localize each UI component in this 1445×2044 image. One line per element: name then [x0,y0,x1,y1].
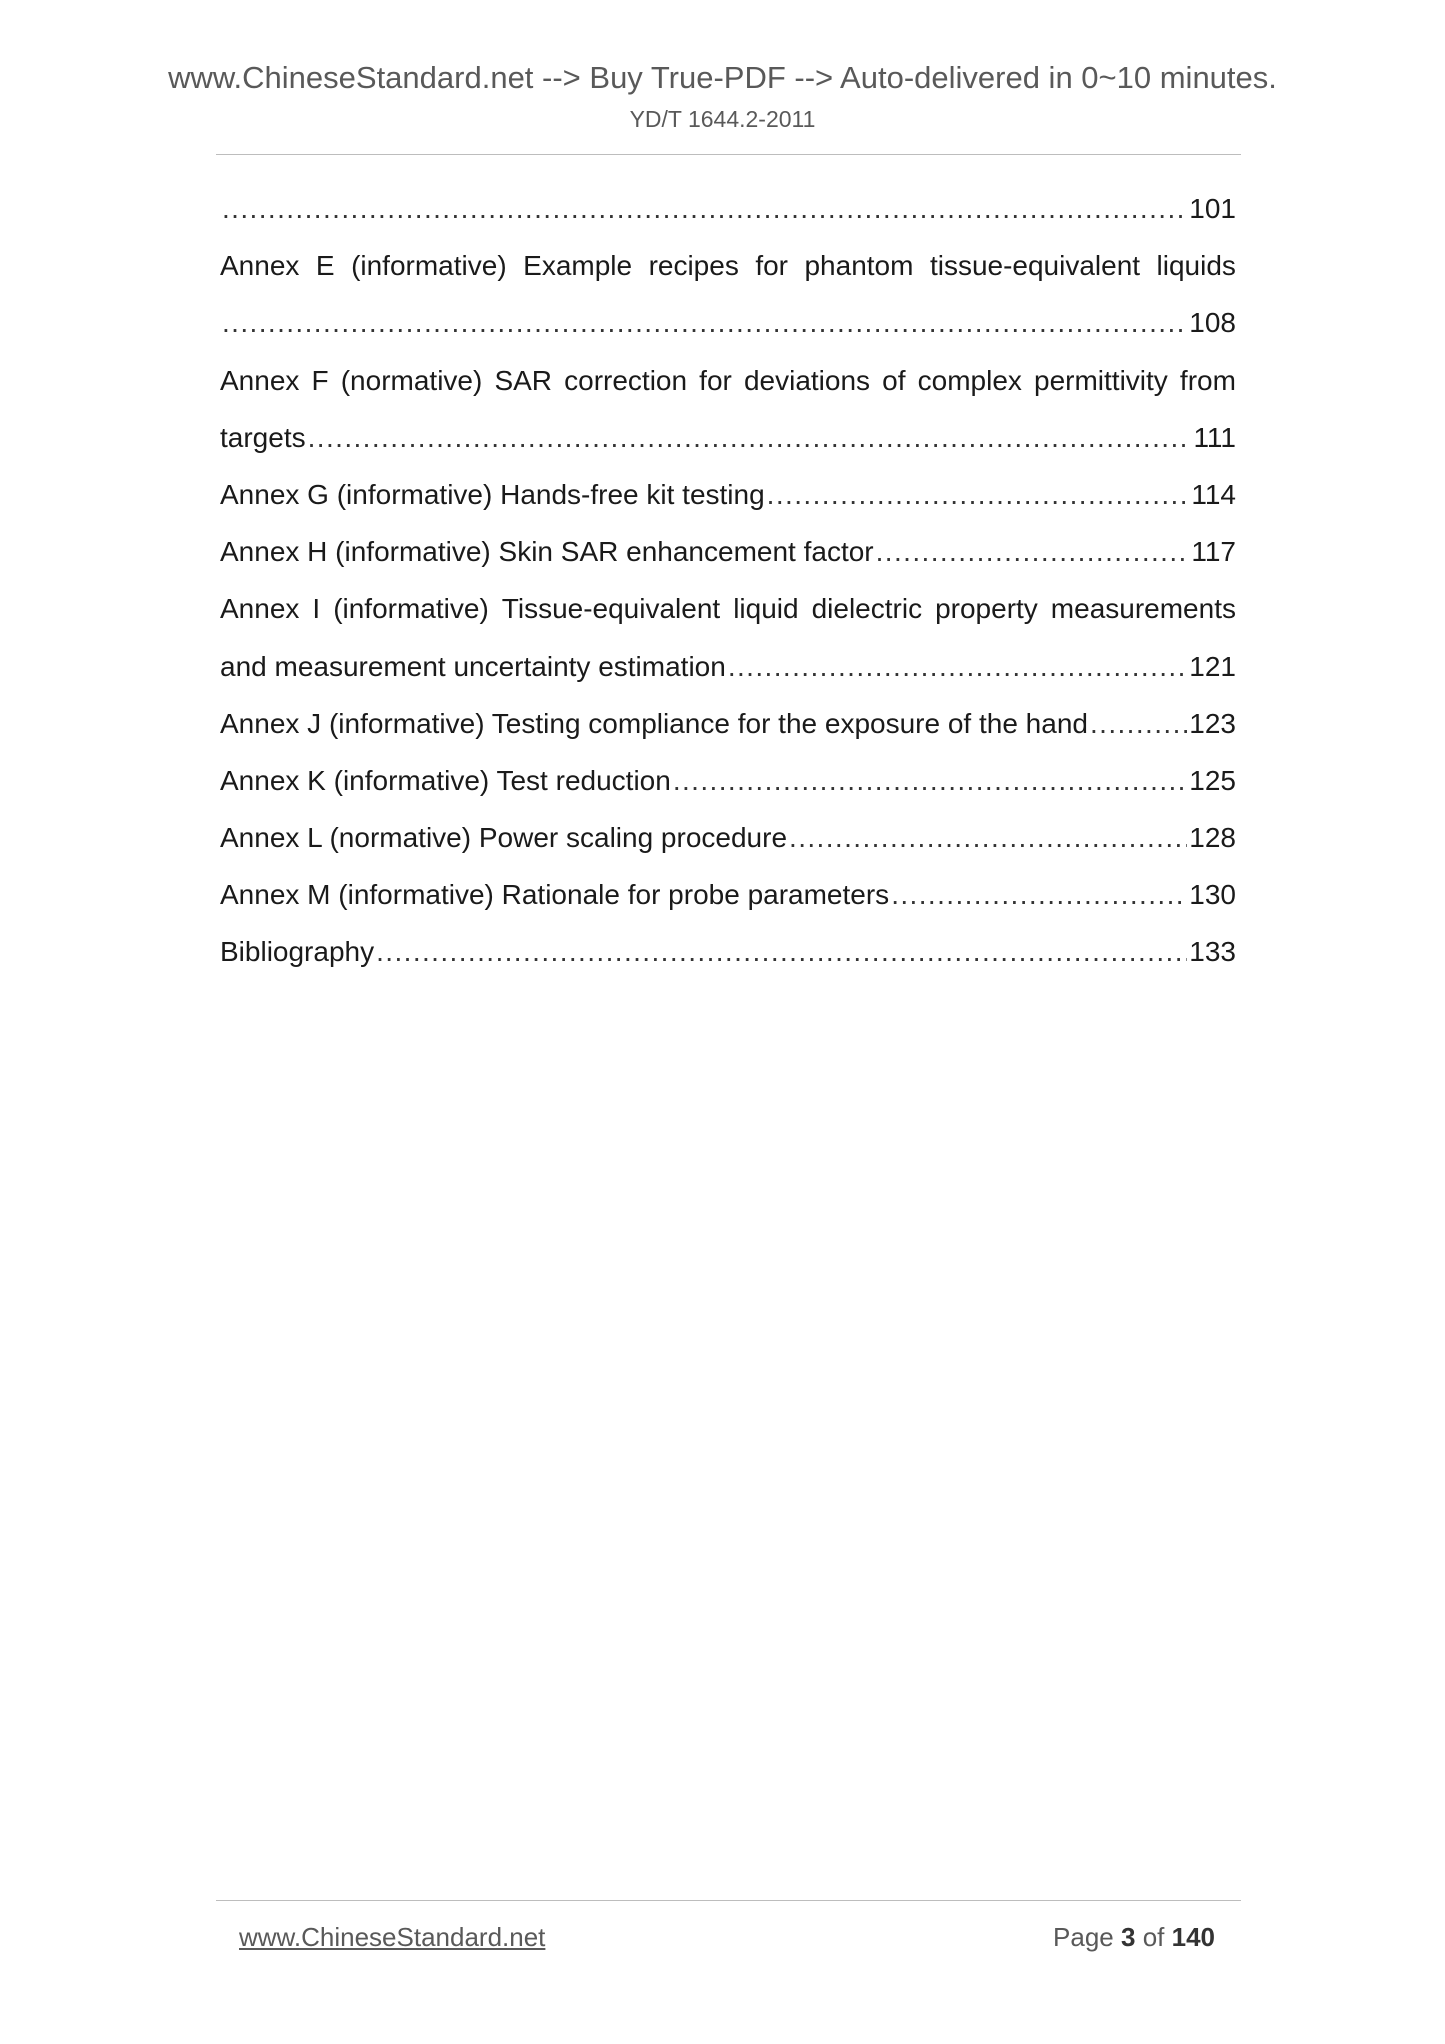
toc-word: SAR [494,364,553,396]
toc-page-number: 108 [1189,307,1236,339]
header-divider [216,154,1241,155]
dot-leader [789,809,1187,866]
toc-entry-annex-j[interactable] [220,695,1236,752]
toc-word: (informative) [351,250,507,282]
toc-word: Example [523,250,633,282]
toc-entry-annex-k[interactable] [220,752,1236,809]
toc-entry-title-cont: and measurement uncertainty estimation [220,650,726,682]
toc-entry-title: Annex K (informative) Test reduction [220,764,671,796]
dot-leader [376,923,1187,980]
toc-entry-title: Annex L (normative) Power scaling procedure [220,822,788,854]
page-of-label: of [1142,1922,1165,1952]
table-of-contents [220,180,1236,981]
toc-entry-annex-f[interactable] [220,352,1236,409]
dot-leader [891,866,1187,923]
toc-word: Annex [220,364,300,396]
toc-word: permittivity [1034,364,1168,396]
toc-entry-title: Bibliography [220,936,375,968]
toc-entry-annex-h[interactable] [220,523,1236,580]
toc-entry-annex-f-leader[interactable] [220,409,1236,466]
page-label: Page [1053,1922,1114,1952]
toc-entry-title: Annex M (informative) Rationale for probe parameters [220,879,890,911]
toc-word: (informative) [333,593,489,625]
dot-leader [222,180,1187,237]
footer-page-indicator [1053,1920,1215,1954]
toc-word: dielectric [811,593,923,625]
toc-entry-title: Annex H (informative) Skin SAR enhancement factor [220,536,874,568]
toc-page-number: 123 [1189,707,1236,739]
toc-word: targets [220,421,306,453]
toc-page-number: 121 [1189,650,1236,682]
dot-leader [728,638,1187,695]
toc-word: I [312,593,321,625]
toc-entry-annex-m[interactable] [220,866,1236,923]
toc-entry-annex-e-leader[interactable] [220,294,1236,351]
standard-code: YD/T 1644.2-2011 [629,106,816,132]
toc-entry-title: Annex G (informative) Hands-free kit testing [220,478,765,510]
toc-word: Tissue-equivalent [501,593,721,625]
toc-page-number: 128 [1189,822,1236,854]
dot-leader [767,466,1190,523]
toc-entry-title: Annex J (informative) Testing compliance for the exposure of the hand [220,707,1088,739]
toc-entry-continuation[interactable] [220,180,1236,237]
toc-word: for [755,250,788,282]
toc-entry-annex-i[interactable] [220,580,1236,637]
toc-entry-annex-e[interactable] [220,237,1236,294]
page-total: 140 [1171,1922,1215,1952]
dot-leader [308,409,1192,466]
toc-word: tissue-equivalent [929,250,1141,282]
toc-entry-annex-g[interactable] [220,466,1236,523]
toc-word: measurements [1050,593,1236,625]
toc-page-number: 125 [1189,764,1236,796]
page-current: 3 [1120,1922,1136,1952]
toc-word: liquids [1156,250,1236,282]
dot-leader [876,523,1190,580]
toc-word: complex [917,364,1022,396]
toc-word: correction [564,364,688,396]
dot-leader [673,752,1187,809]
toc-page-number: 101 [1189,193,1236,224]
toc-word: phantom [804,250,914,282]
toc-word: liquid [733,593,799,625]
toc-word: of [882,364,906,396]
dot-leader [1090,695,1187,752]
toc-word: deviations [743,364,871,396]
toc-page-number: 111 [1193,421,1236,453]
footer-divider [216,1900,1241,1901]
toc-word: F [311,364,329,396]
toc-page-number: 114 [1191,478,1236,510]
toc-word: from [1179,364,1236,396]
toc-word: for [699,364,732,396]
toc-word: (normative) [340,364,483,396]
toc-entry-annex-i-leader[interactable] [220,638,1236,695]
toc-word: recipes [648,250,739,282]
toc-word: Annex [220,593,300,625]
header-banner: www.ChineseStandard.net --> Buy True-PDF --> Auto-delivered in 0~10 minutes. [168,60,1277,95]
toc-word: property [935,593,1038,625]
toc-page-number: 130 [1189,879,1236,911]
dot-leader [222,294,1187,351]
toc-page-number: 117 [1191,536,1236,568]
toc-entry-bibliography[interactable] [220,923,1236,980]
toc-word: Annex [220,250,300,282]
footer-website-link[interactable]: www.ChineseStandard.net [239,1922,546,1952]
toc-page-number: 133 [1189,936,1236,968]
toc-entry-annex-l[interactable] [220,809,1236,866]
toc-word: E [315,250,335,282]
